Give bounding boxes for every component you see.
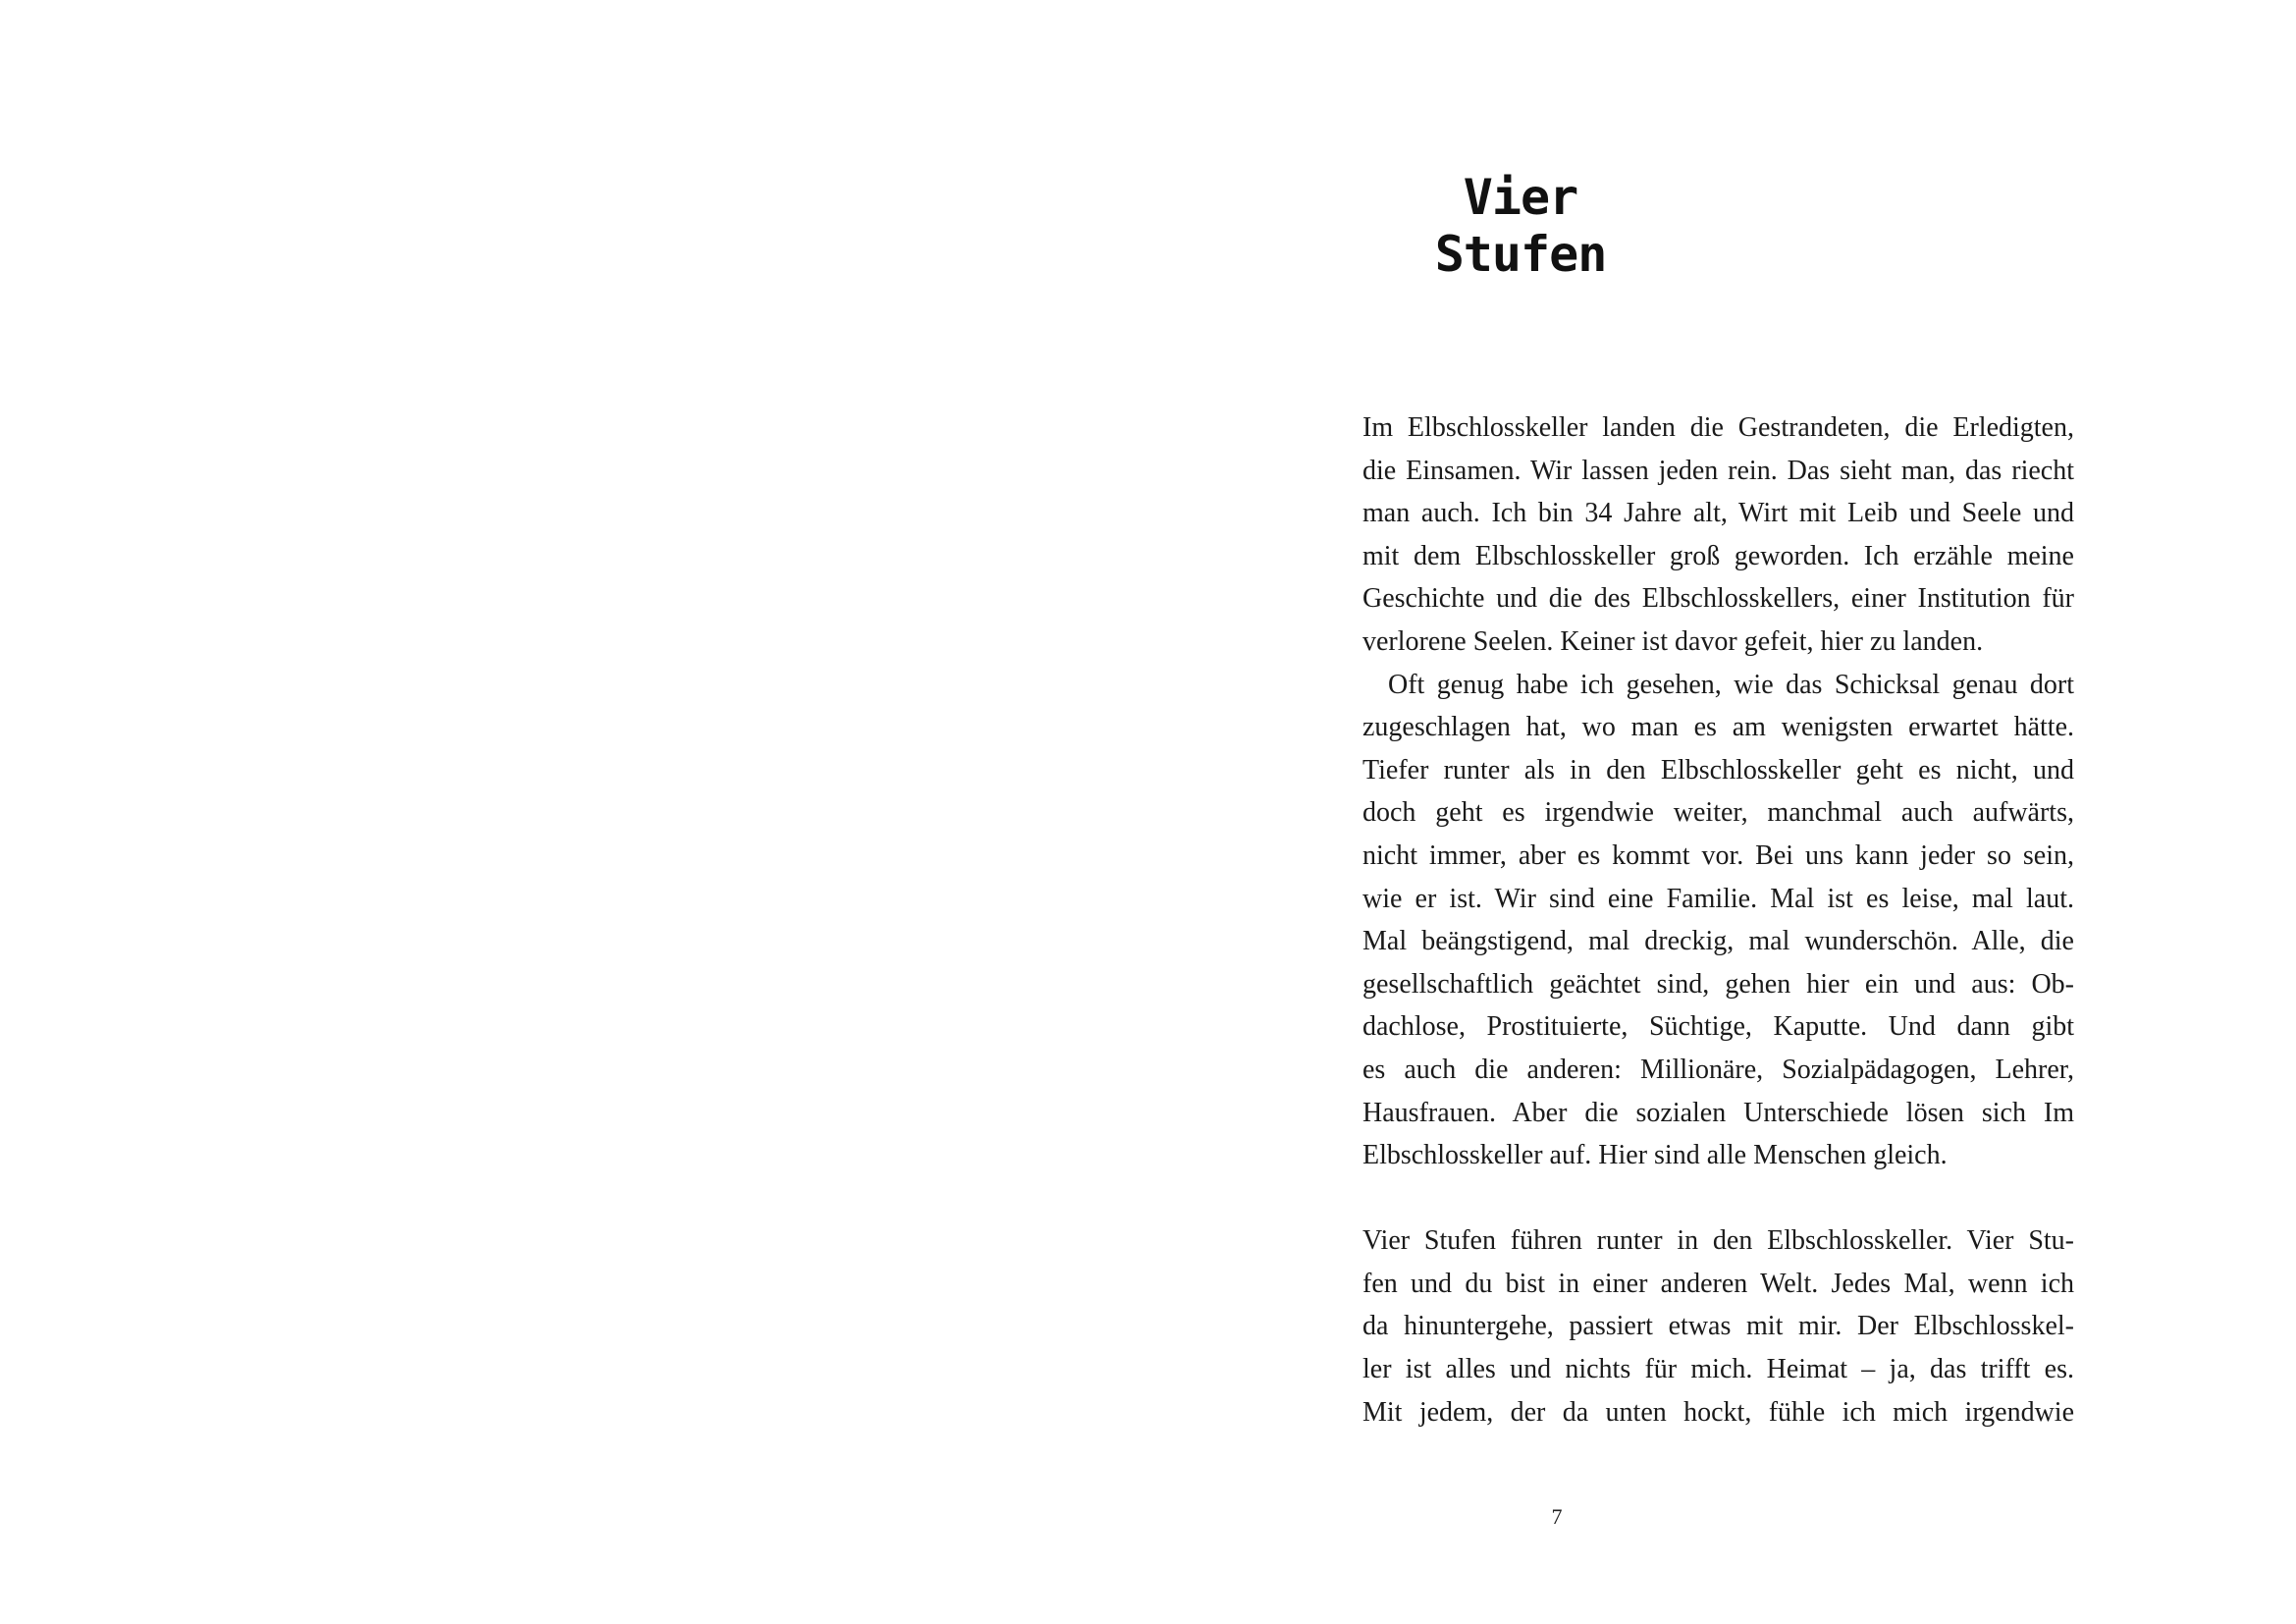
text-line: Mit jedem, der da unten hockt, fühle ich mich irgendwie: [1362, 1396, 2074, 1428]
text-line: Elbschlosskeller auf. Hier sind alle Menschen gleich.: [1362, 1140, 1948, 1171]
text-line: doch geht es irgendwie weiter, manchmal auch aufwärts,: [1362, 797, 2074, 829]
page-number-label: 7: [1551, 1504, 1563, 1529]
text-line: Im Elbschlosskeller landen die Gestrandeten, die Erledigten,: [1362, 412, 2074, 443]
page-number: [1148, 1504, 2296, 1530]
chapter-title: Vier Stufen: [1434, 169, 1607, 283]
text-line: gesellschaftlich geächtet sind, gehen hier ein und aus: Ob-: [1362, 968, 2074, 1000]
section-break: [1362, 1177, 2074, 1220]
text-line: Vier Stufen führen runter in den Elbschlosskeller. Vier Stu-: [1362, 1225, 2074, 1257]
text-line: dachlose, Prostituierte, Süchtige, Kaputte. Und dann gibt: [1362, 1011, 2074, 1043]
text-line: man auch. Ich bin 34 Jahre alt, Wirt mit Leib und Seele und: [1362, 498, 2074, 529]
text-line: fen und du bist in einer anderen Welt. Jedes Mal, wenn ich: [1362, 1268, 2074, 1299]
text-line: Tiefer runter als in den Elbschlosskeller geht es nicht, und: [1362, 754, 2074, 785]
text-line: verlorene Seelen. Keiner ist davor gefeit, hier zu landen.: [1362, 625, 1984, 657]
text-line: ler ist alles und nichts für mich. Heimat – ja, das trifft es.: [1362, 1354, 2074, 1385]
text-line: die Einsamen. Wir lassen jeden rein. Das sieht man, das riecht: [1362, 455, 2074, 486]
text-line: Hausfrauen. Aber die sozialen Unterschiede lösen sich Im: [1362, 1097, 2074, 1128]
text-line: da hinuntergehe, passiert etwas mit mir. Der Elbschlosskel-: [1362, 1311, 2074, 1342]
text-line: es auch die anderen: Millionäre, Sozialpädagogen, Lehrer,: [1362, 1054, 2074, 1085]
text-line: Geschichte und die des Elbschlosskellers, einer Institution für: [1362, 583, 2074, 615]
text-line: Oft genug habe ich gesehen, wie das Schicksal genau dort: [1388, 669, 2074, 700]
text-line: zugeschlagen hat, wo man es am wenigsten erwartet hätte.: [1362, 712, 2074, 743]
body-text: [1362, 406, 2074, 1434]
text-line: mit dem Elbschlosskeller groß geworden. Ich erzähle meine: [1362, 540, 2074, 571]
text-line: wie er ist. Wir sind eine Familie. Mal ist es leise, mal laut.: [1362, 883, 2074, 914]
text-line: Mal beängstigend, mal dreckig, mal wunderschön. Alle, die: [1362, 926, 2074, 957]
text-line: nicht immer, aber es kommt vor. Bei uns kann jeder so sein,: [1362, 839, 2074, 871]
right-page: [1148, 0, 2296, 1624]
